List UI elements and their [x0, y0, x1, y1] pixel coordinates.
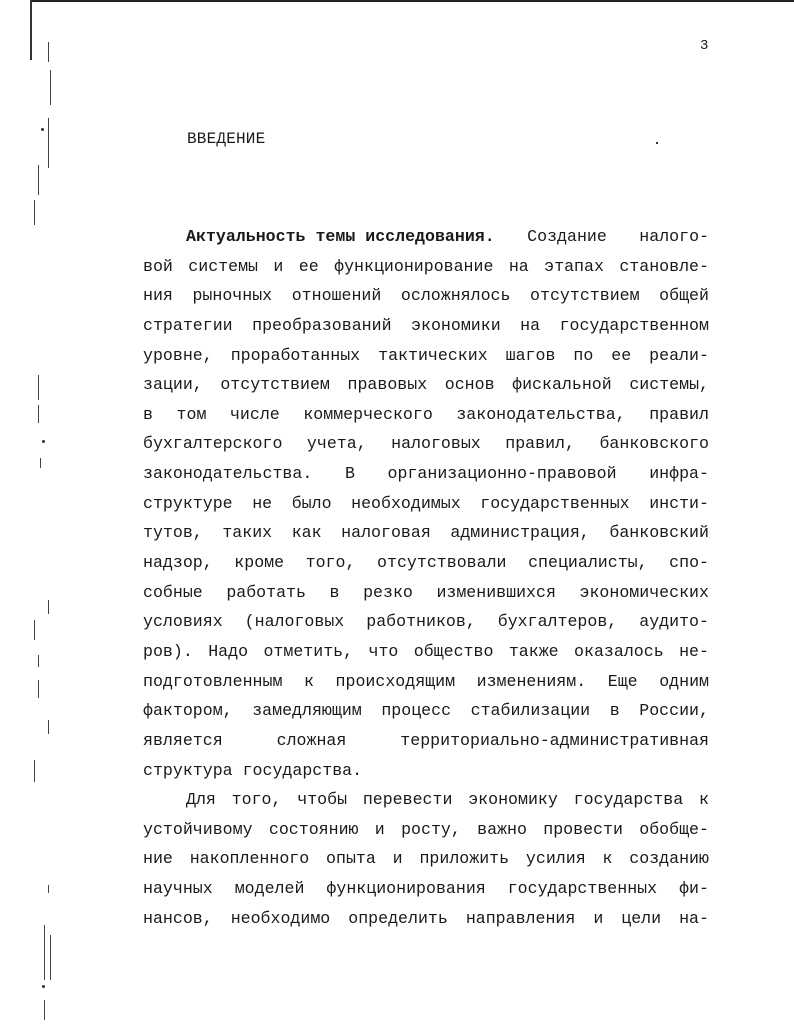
- scan-margin-mark: [44, 1000, 45, 1020]
- scan-margin-mark: [48, 600, 49, 614]
- word: бухгалтерского: [143, 434, 283, 454]
- text-line: [143, 607, 709, 637]
- word: резко: [363, 582, 413, 602]
- text-line: [143, 548, 709, 578]
- word: ние: [143, 849, 173, 869]
- text-line: [143, 696, 709, 726]
- word: Надо: [208, 641, 249, 661]
- word: кроме: [234, 553, 285, 573]
- word: является: [143, 730, 223, 750]
- scan-margin-mark: [44, 925, 45, 980]
- word: России,: [639, 701, 709, 721]
- word: надзор,: [143, 553, 213, 573]
- word: функционирование: [334, 256, 494, 276]
- word: вой: [143, 256, 173, 276]
- word: отметить,: [263, 641, 354, 661]
- text-line: [143, 874, 709, 904]
- word: было: [291, 493, 332, 513]
- text-line: [143, 489, 709, 519]
- word: росту,: [401, 819, 461, 839]
- word: общество: [413, 641, 494, 661]
- word: этапах: [544, 256, 604, 276]
- word: оказалось: [574, 641, 664, 661]
- text-line: [143, 578, 709, 608]
- word: того,: [305, 553, 356, 573]
- word: проработанных: [230, 345, 361, 365]
- word: и: [593, 908, 604, 928]
- scan-margin-mark: [48, 720, 49, 734]
- word: работников,: [366, 612, 476, 632]
- word: необходимых: [351, 493, 461, 513]
- word: осложнялось: [400, 286, 511, 306]
- text-line: [143, 222, 709, 252]
- word: провести: [543, 819, 623, 839]
- word: опыта: [326, 849, 376, 869]
- word: того,: [231, 790, 282, 810]
- body-text: [143, 222, 709, 933]
- word: фискальной: [512, 375, 612, 395]
- word: учета,: [306, 434, 367, 454]
- paragraph-lead: Актуальность темы исследования.: [186, 227, 495, 246]
- word: аудито-: [639, 612, 709, 632]
- word: банковский: [609, 523, 709, 543]
- word: инфра-: [649, 464, 709, 484]
- word: ее: [298, 256, 319, 276]
- text-line: [143, 370, 709, 400]
- word: стабилизации: [470, 701, 591, 721]
- word: процесс: [381, 701, 452, 721]
- word: государственных: [480, 493, 630, 513]
- word: экономических: [579, 582, 709, 602]
- scan-margin-dot: [41, 128, 44, 131]
- word: на-: [679, 908, 709, 928]
- word: обобще-: [639, 819, 709, 839]
- text-line: [143, 815, 709, 845]
- text-line: [143, 252, 709, 282]
- word: В: [344, 464, 355, 484]
- word: экономики: [411, 315, 501, 335]
- word: перевести: [362, 790, 453, 810]
- word: научных: [143, 879, 213, 899]
- word: одним: [659, 671, 709, 691]
- word: важно: [477, 819, 527, 839]
- word: к: [602, 849, 613, 869]
- word: цели: [621, 908, 662, 928]
- word: в: [609, 701, 620, 721]
- word: условиях: [143, 612, 223, 632]
- word: не: [252, 493, 273, 513]
- word: изменившихся: [436, 582, 556, 602]
- text-line: структура государства.: [143, 760, 363, 780]
- word: чтобы: [297, 790, 348, 810]
- word: становле-: [619, 256, 709, 276]
- word: числе: [229, 404, 280, 424]
- word: отношений: [291, 286, 382, 306]
- word: определить: [348, 908, 448, 928]
- word: к: [698, 790, 709, 810]
- word: сложная: [276, 730, 347, 750]
- word: налоговая: [341, 523, 431, 543]
- word: спо-: [669, 553, 709, 573]
- text-line: [143, 844, 709, 874]
- word: подготовленным: [143, 671, 283, 691]
- word: банковского: [599, 434, 709, 454]
- text-line: [143, 637, 709, 667]
- scan-margin-mark: [38, 375, 39, 400]
- word: к: [304, 671, 314, 691]
- text-line: [143, 281, 709, 311]
- word: состоянию: [268, 819, 359, 839]
- word: администрация,: [450, 523, 590, 543]
- word: ния: [143, 286, 173, 306]
- word: реали-: [649, 345, 709, 365]
- word: нансов,: [143, 908, 213, 928]
- word: Для: [186, 790, 216, 810]
- word: по: [573, 345, 594, 365]
- text-line: [143, 341, 709, 371]
- word: (налоговых: [244, 612, 345, 632]
- word: ров).: [143, 641, 193, 661]
- word: системы,: [629, 375, 709, 395]
- word: инсти-: [649, 493, 709, 513]
- scan-left-edge: [30, 0, 32, 60]
- word: фактором,: [143, 701, 233, 721]
- scan-margin-mark: [38, 405, 39, 423]
- scan-margin-mark: [34, 760, 35, 782]
- word: собные: [143, 582, 203, 602]
- page-number: 3: [700, 38, 709, 54]
- word: законодательства,: [456, 404, 626, 424]
- word: усилия: [525, 849, 586, 869]
- scan-margin-mark: [40, 458, 41, 468]
- scan-margin-mark: [50, 70, 51, 105]
- word: на: [508, 256, 529, 276]
- scan-margin-mark: [38, 680, 39, 698]
- word: таких: [222, 523, 273, 543]
- text-line: [143, 785, 709, 815]
- word: специалисты,: [528, 553, 648, 573]
- word: фи-: [679, 879, 709, 899]
- word: зации,: [143, 375, 203, 395]
- word: рыночных: [192, 286, 273, 306]
- scan-margin-mark: [48, 885, 49, 893]
- word: государственных: [507, 879, 658, 899]
- scan-margin-mark: [48, 118, 49, 168]
- word: как: [291, 523, 322, 543]
- text-line: [143, 726, 709, 756]
- word: стратегии: [143, 315, 233, 335]
- word: территориально-административная: [400, 730, 709, 750]
- word: том: [176, 404, 207, 424]
- word: функционирования: [326, 879, 486, 899]
- scan-stray-dot: [656, 142, 658, 144]
- scan-top-border: [30, 0, 794, 6]
- text-line: [143, 429, 709, 459]
- word: устойчивому: [143, 819, 253, 839]
- word: накопленного: [189, 849, 310, 869]
- word: налоговых: [391, 434, 481, 454]
- word: экономику: [468, 790, 558, 810]
- word: государства: [573, 790, 684, 810]
- word: и: [392, 849, 403, 869]
- section-heading: ВВЕДЕНИЕ: [187, 130, 266, 148]
- word: моделей: [234, 879, 305, 899]
- word: правил: [649, 404, 709, 424]
- word: тактических: [378, 345, 488, 365]
- word: созданию: [629, 849, 709, 869]
- word: работать: [226, 582, 306, 602]
- word: бухгалтеров,: [497, 612, 618, 632]
- text-line: [143, 311, 709, 341]
- word: основ: [444, 375, 495, 395]
- scan-margin-mark: [34, 200, 35, 225]
- word: происходящим: [335, 671, 456, 691]
- word: отсутствовали: [377, 553, 507, 573]
- word: общей: [659, 286, 709, 306]
- word: налого-: [639, 227, 709, 246]
- word: организационно-правовой: [387, 464, 617, 484]
- word: и: [273, 256, 284, 276]
- scan-margin-mark: [50, 935, 51, 980]
- word: системы: [188, 256, 258, 276]
- text-line: [143, 518, 709, 548]
- word: правовых: [347, 375, 428, 395]
- word: уровне,: [143, 345, 213, 365]
- word: структуре: [143, 493, 233, 513]
- word: приложить: [419, 849, 510, 869]
- scan-margin-mark: [38, 165, 39, 195]
- word: в: [329, 582, 340, 602]
- word: в: [143, 404, 153, 424]
- scan-margin-mark: [38, 655, 39, 667]
- word: и: [374, 819, 385, 839]
- word: отсутствием: [220, 375, 330, 395]
- word: замедляющим: [252, 701, 362, 721]
- scan-margin-mark: [34, 620, 35, 640]
- scan-margin-mark: [48, 42, 49, 62]
- word: правил,: [505, 434, 575, 454]
- word: также: [508, 641, 559, 661]
- word: преобразований: [252, 315, 392, 335]
- word: Создание: [527, 227, 607, 246]
- word: изменениям.: [476, 671, 587, 691]
- text-line: [143, 400, 709, 430]
- word: ее: [611, 345, 632, 365]
- word: необходимо: [230, 908, 331, 928]
- word: тутов,: [143, 523, 203, 543]
- scan-margin-dot: [42, 440, 45, 443]
- scan-margin-dot: [42, 985, 45, 988]
- word: что: [368, 641, 399, 661]
- text-line: [143, 904, 709, 934]
- word: Еще: [607, 671, 638, 691]
- word: на: [520, 315, 541, 335]
- word: отсутствием: [530, 286, 640, 306]
- word: законодательства.: [143, 464, 313, 484]
- text-line: [143, 459, 709, 489]
- word: шагов: [505, 345, 556, 365]
- word: государственном: [559, 315, 709, 335]
- word: направления: [465, 908, 576, 928]
- word: не-: [679, 641, 709, 661]
- text-line: [143, 667, 709, 697]
- word: коммерческого: [303, 404, 433, 424]
